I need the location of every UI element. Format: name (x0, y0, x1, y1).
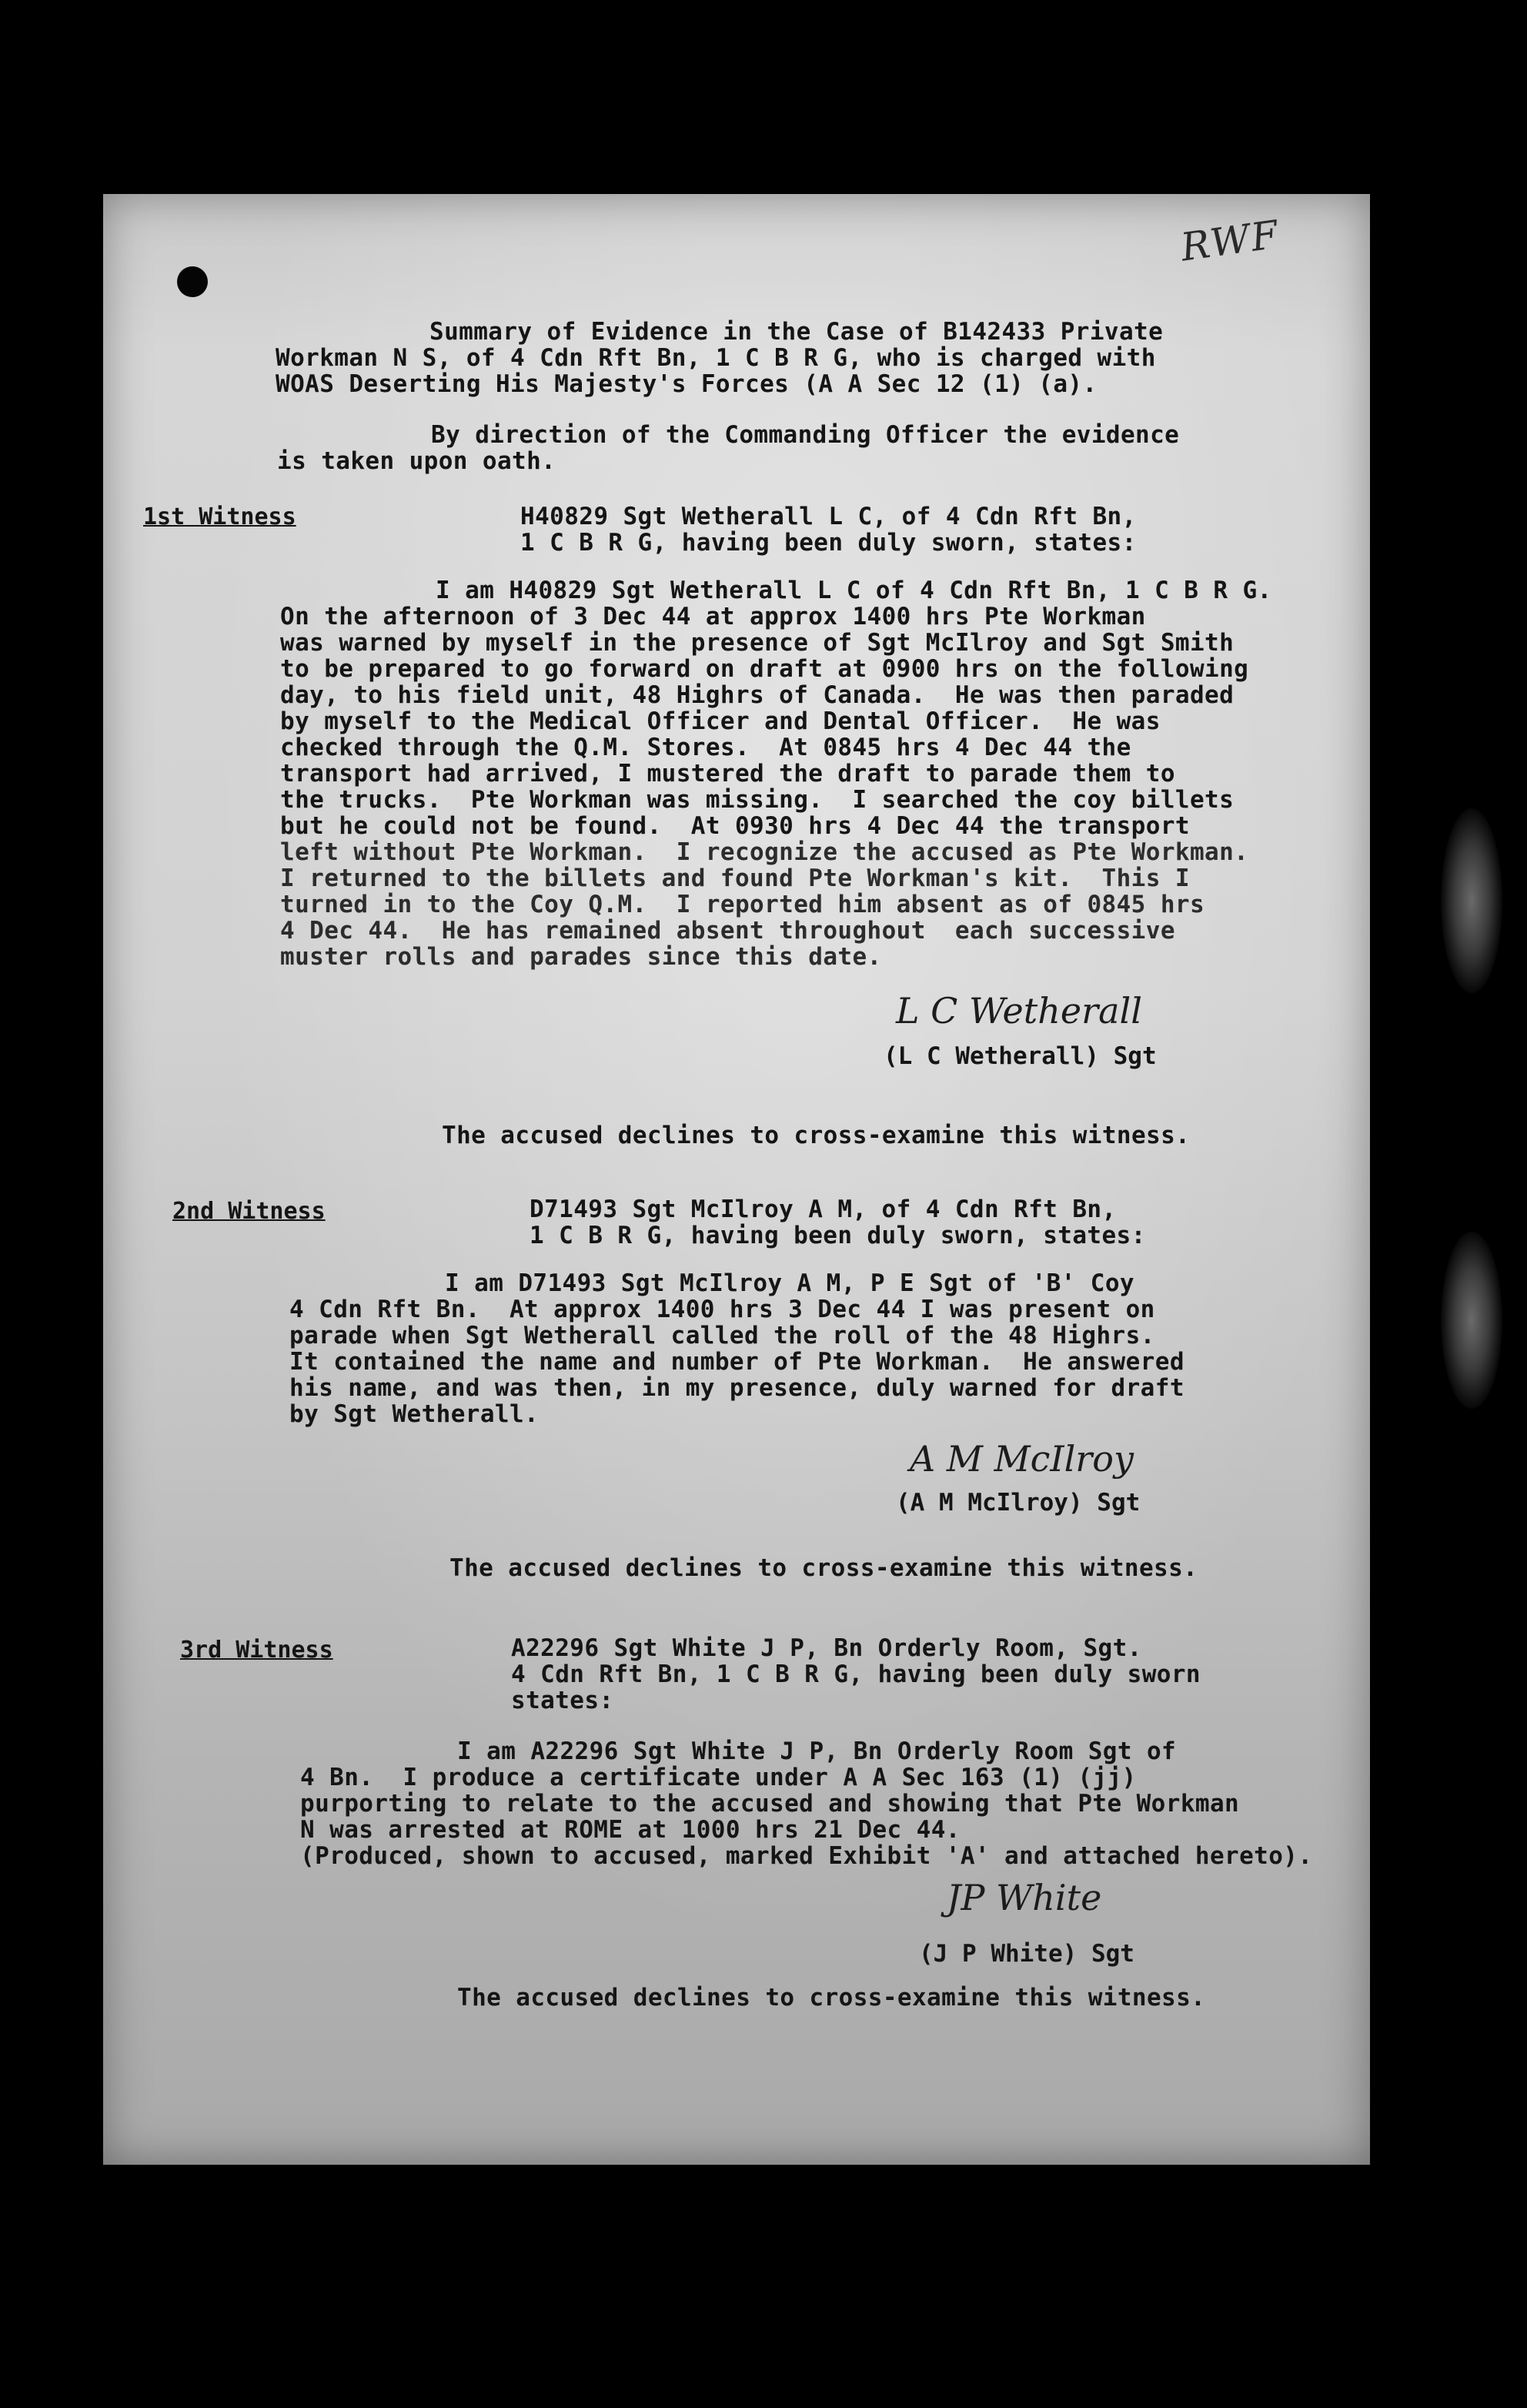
witness-1-statement-line: On the afternoon of 3 Dec 44 at approx 1400 hrs Pte Workman (280, 603, 1146, 630)
witness-2-signature-name: (A M McIlroy) Sgt (896, 1489, 1141, 1517)
witness-1-signature-name: (L C Wetherall) Sgt (884, 1042, 1157, 1070)
witness-3-intro: 4 Cdn Rft Bn, 1 C B R G, having been duly sworn (511, 1661, 1201, 1688)
witness-3-intro: states: (511, 1687, 614, 1714)
witness-2-statement-line: by Sgt Wetherall. (289, 1400, 540, 1428)
witness-3-signature: JP White (947, 1877, 1102, 1918)
witness-1-statement-line: left without Pte Workman. I recognize the accused as Pte Workman. (280, 838, 1249, 866)
witness-1-cross-exam: The accused declines to cross-examine this witness. (442, 1122, 1191, 1149)
witness-1-statement-line: but he could not be found. At 0930 hrs 4 Dec 44 the transport (280, 812, 1190, 840)
title-line: WOAS Deserting His Majesty's Forces (A A Sec 12 (1) (a). (276, 370, 1098, 398)
witness-3-statement-line: (Produced, shown to accused, marked Exhibit 'A' and attached hereto). (300, 1842, 1313, 1870)
punch-hole (177, 266, 208, 297)
witness-1-statement-line: transport had arrived, I mustered the draft to parade them to (280, 760, 1175, 788)
witness-1-statement-line: I returned to the billets and found Pte Workman's kit. This I (280, 865, 1190, 892)
witness-1-statement-line: by myself to the Medical Officer and Dental Officer. He was (280, 707, 1161, 735)
film-glare (1441, 808, 1502, 993)
witness-1-heading: 1st Witness (143, 503, 296, 530)
witness-2-statement-line: It contained the name and number of Pte Workman. He answered (289, 1348, 1185, 1376)
witness-3-heading: 3rd Witness (180, 1637, 333, 1664)
witness-2-statement-line: his name, and was then, in my presence, duly warned for draft (289, 1374, 1185, 1402)
witness-3-statement-line: purporting to relate to the accused and showing that Pte Workman (300, 1790, 1240, 1818)
document-page (103, 194, 1370, 2165)
witness-1-intro: 1 C B R G, having been duly sworn, states: (520, 529, 1137, 557)
title-line: Summary of Evidence in the Case of B142433 Private (429, 318, 1164, 346)
witness-3-cross-exam: The accused declines to cross-examine this witness. (457, 1984, 1206, 2012)
witness-2-heading: 2nd Witness (172, 1198, 326, 1225)
witness-1-statement-line: to be prepared to go forward on draft at 0900 hrs on the following (280, 655, 1249, 683)
direction-line: By direction of the Commanding Officer the evidence (431, 421, 1180, 449)
witness-3-statement-line: 4 Bn. I produce a certificate under A A Sec 163 (1) (jj) (300, 1764, 1137, 1791)
handwritten-initials: RWF (1178, 212, 1283, 270)
film-glare (1441, 1232, 1502, 1409)
witness-1-statement-line: day, to his field unit, 48 Highrs of Canada. He was then paraded (280, 681, 1235, 709)
witness-1-statement-line: 4 Dec 44. He has remained absent throughout each successive (280, 917, 1175, 945)
witness-1-statement-line: checked through the Q.M. Stores. At 0845 hrs 4 Dec 44 the (280, 734, 1131, 761)
witness-1-signature: L C Wetherall (896, 990, 1142, 1032)
witness-2-signature: A M McIlroy (910, 1438, 1134, 1480)
witness-2-intro: 1 C B R G, having been duly sworn, states: (530, 1222, 1146, 1249)
witness-2-statement-line: I am D71493 Sgt McIlroy A M, P E Sgt of 'B' Coy (445, 1269, 1134, 1297)
witness-2-cross-exam: The accused declines to cross-examine this witness. (449, 1554, 1198, 1582)
title-line: Workman N S, of 4 Cdn Rft Bn, 1 C B R G, who is charged with (276, 344, 1156, 372)
witness-2-statement-line: 4 Cdn Rft Bn. At approx 1400 hrs 3 Dec 44 I was present on (289, 1296, 1155, 1323)
witness-3-intro: A22296 Sgt White J P, Bn Orderly Room, Sgt. (511, 1634, 1142, 1662)
witness-1-statement-line: muster rolls and parades since this date. (280, 943, 882, 971)
witness-3-signature-name: (J P White) Sgt (919, 1940, 1134, 1968)
witness-1-statement-line: I am H40829 Sgt Wetherall L C of 4 Cdn Rft Bn, 1 C B R G. (436, 577, 1272, 604)
witness-1-statement-line: was warned by myself in the presence of Sgt McIlroy and Sgt Smith (280, 629, 1235, 657)
witness-1-statement-line: the trucks. Pte Workman was missing. I searched the coy billets (280, 786, 1235, 814)
direction-line: is taken upon oath. (277, 447, 556, 475)
witness-2-intro: D71493 Sgt McIlroy A M, of 4 Cdn Rft Bn, (530, 1196, 1117, 1223)
witness-1-statement-line: turned in to the Coy Q.M. I reported him absent as of 0845 hrs (280, 891, 1205, 918)
witness-3-statement-line: N was arrested at ROME at 1000 hrs 21 Dec 44. (300, 1816, 961, 1844)
witness-2-statement-line: parade when Sgt Wetherall called the roll of the 48 Highrs. (289, 1322, 1155, 1349)
witness-3-statement-line: I am A22296 Sgt White J P, Bn Orderly Room Sgt of (457, 1737, 1177, 1765)
witness-1-intro: H40829 Sgt Wetherall L C, of 4 Cdn Rft Bn, (520, 503, 1137, 530)
